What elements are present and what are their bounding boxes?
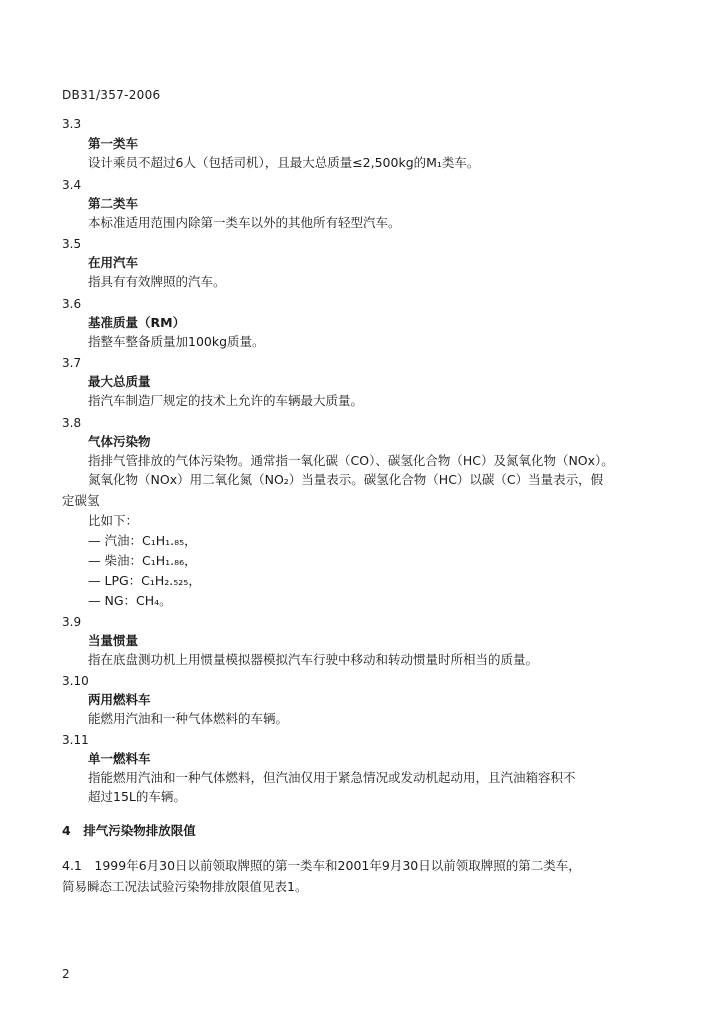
fuel-formula-item: — NG：CH₄。 xyxy=(88,593,172,608)
clause-definition: 设计乘员不超过6人（包括司机），且最大总质量≤2,500kg的M₁类车。 xyxy=(88,155,480,170)
clause-number: 3.5 xyxy=(62,237,82,251)
clause-definition: 指能燃用汽油和一种气体燃料，但汽油仅用于紧急情况或发动机起动用，且汽油箱容积不 xyxy=(88,770,576,785)
clause-number: 3.10 xyxy=(62,674,89,688)
document-code-header: DB31/357-2006 xyxy=(62,88,161,102)
clause-term: 单一燃料车 xyxy=(88,751,151,766)
clause-definition: 指具有有效牌照的汽车。 xyxy=(88,274,226,289)
clause-definition: 指汽车制造厂规定的技术上允许的车辆最大质量。 xyxy=(88,393,364,408)
page-number: 2 xyxy=(62,967,70,981)
clause-number: 3.8 xyxy=(62,416,82,430)
clause-term: 在用汽车 xyxy=(88,255,139,270)
clause-term: 第一类车 xyxy=(88,136,139,151)
clause-term: 最大总质量 xyxy=(88,374,151,389)
clause-term: 基准质量（RM） xyxy=(88,315,186,330)
clause-definition: 本标准适用范围内除第一类车以外的其他所有轻型汽车。 xyxy=(88,215,401,230)
clause-definition: 指排气管排放的气体污染物。通常指一氧化碳（CO）、碳氢化合物（HC）及氮氧化物（NOx）。 xyxy=(88,453,614,468)
clause-number: 3.9 xyxy=(62,615,82,629)
clause-term: 气体污染物 xyxy=(88,434,151,449)
clause-definition: 氮氧化物（NOx）用二氧化氮（NO₂）当量表示。碳氢化合物（HC）以碳（C）当量表示，假 xyxy=(88,472,604,487)
clause-definition: 比如下： xyxy=(88,513,139,528)
clause-number: 3.3 xyxy=(62,117,82,131)
section-heading: 4 排气污染物排放限值 xyxy=(62,823,196,838)
fuel-formula-item: — 汽油：C₁H₁.₈₅， xyxy=(88,533,197,548)
clause-definition: 超过15L的车辆。 xyxy=(88,789,186,804)
clause-number: 3.11 xyxy=(62,733,89,747)
clause-definition: 指在底盘测功机上用惯量模拟器模拟汽车行驶中移动和转动惯量时所相当的质量。 xyxy=(88,652,539,667)
clause-term: 第二类车 xyxy=(88,196,139,211)
clause-number: 3.7 xyxy=(62,356,82,370)
paragraph-line: 4.1 1999年6月30日以前领取牌照的第一类车和2001年9月30日以前领取牌照的第二类车， xyxy=(62,858,581,873)
clause-number: 3.6 xyxy=(62,297,82,311)
fuel-formula-item: — 柴油：C₁H₁.₈₆， xyxy=(88,553,197,568)
clause-definition: 指整车整备质量加100kg质量。 xyxy=(88,334,265,349)
paragraph-line: 简易瞬态工况法试验污染物排放限值见表1。 xyxy=(62,879,308,894)
fuel-formula-item: — LPG：C₁H₂.₅₂₅， xyxy=(88,573,201,588)
clause-definition: 能燃用汽油和一种气体燃料的车辆。 xyxy=(88,711,289,726)
clause-term: 两用燃料车 xyxy=(88,692,151,707)
clause-number: 3.4 xyxy=(62,178,82,192)
clause-term: 当量惯量 xyxy=(88,633,139,648)
clause-definition: 定碳氢 xyxy=(62,493,100,508)
